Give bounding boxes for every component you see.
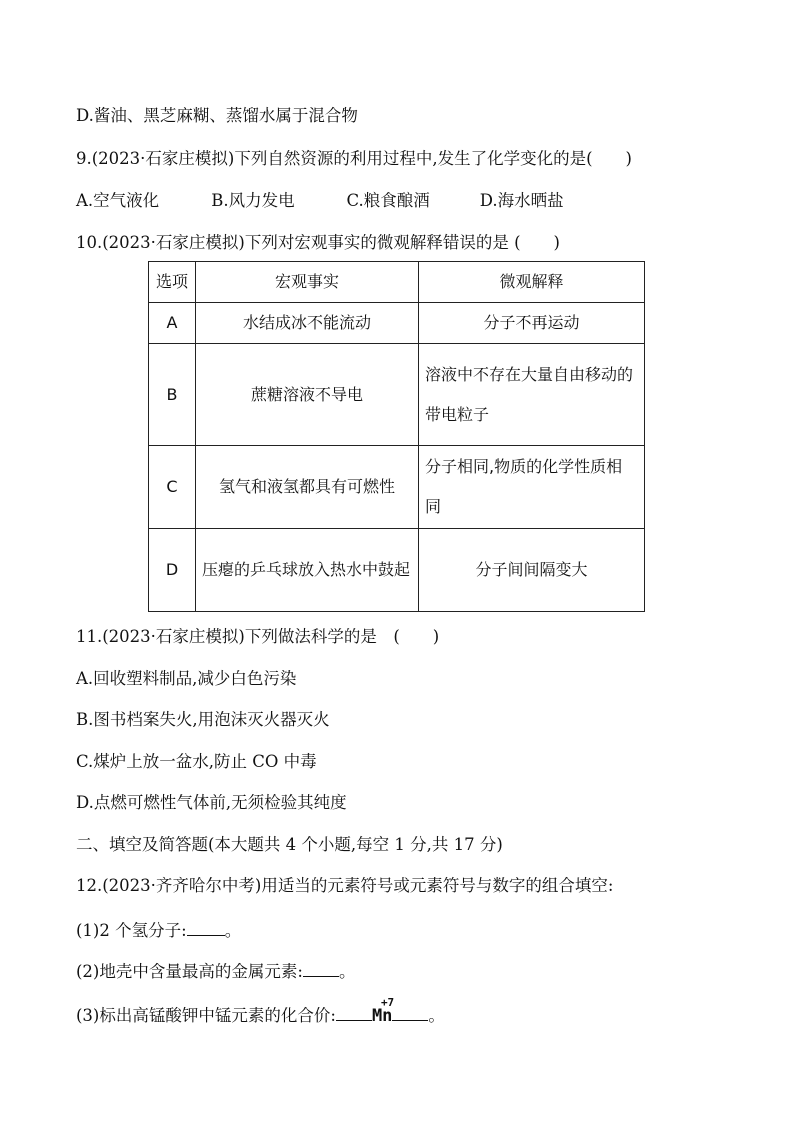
table-row — [149, 446, 645, 529]
row-label: D — [149, 529, 196, 612]
section-heading: 二、填空及简答题(本大题共 4 个小题,每空 1 分,共 17 分) — [76, 835, 503, 854]
answer-blank[interactable] — [392, 1002, 428, 1021]
q9-options — [76, 189, 564, 213]
q12-part2 — [76, 958, 355, 984]
row-fact: 水结成冰不能流动 — [196, 303, 419, 344]
q11-option-a: A.回收塑料制品,减少白色污染 — [76, 669, 297, 688]
q9-option-a: A.空气液化 — [76, 191, 160, 210]
end-mark: 。 — [338, 962, 356, 981]
answer-blank[interactable] — [303, 958, 339, 977]
header-option: 选项 — [149, 262, 196, 303]
row-fact: 压瘪的乒乓球放入热水中鼓起 — [196, 529, 419, 612]
q12-part2-text: (2)地壳中含量最高的金属元素: — [76, 962, 303, 981]
q9-option-b: B.风力发电 — [211, 191, 295, 210]
q10-stem: 10.(2023·石家庄模拟)下列对宏观事实的微观解释错误的是 ( ) — [76, 233, 560, 252]
q12-part3 — [76, 996, 445, 1028]
q11-option-d: D.点燃可燃性气体前,无须检验其纯度 — [76, 793, 347, 812]
q9-option-d: D.海水晒盐 — [479, 191, 564, 210]
row-explanation: 分子相同,物质的化学性质相同 — [419, 446, 645, 529]
q8-option-d: D.酱油、黑芝麻糊、蒸馏水属于混合物 — [76, 106, 358, 125]
row-fact: 氢气和液氢都具有可燃性 — [196, 446, 419, 529]
table-row — [149, 303, 645, 344]
answer-blank[interactable] — [187, 917, 225, 936]
q10-table — [148, 261, 645, 612]
end-mark: 。 — [224, 921, 242, 940]
q9-option-c: C.粮食酿酒 — [346, 191, 430, 210]
q12-part1-text: (1)2 个氢分子: — [76, 921, 187, 940]
q11-option-c: C.煤炉上放一盆水,防止 CO 中毒 — [76, 752, 317, 771]
q12-part3-text: (3)标出高锰酸钾中锰元素的化合价: — [76, 1006, 336, 1025]
table-header-row — [149, 262, 645, 303]
header-macro-fact: 宏观事实 — [196, 262, 419, 303]
row-explanation: 分子间间隔变大 — [419, 529, 645, 612]
row-explanation: 分子不再运动 — [419, 303, 645, 344]
row-label: B — [149, 344, 196, 446]
end-mark: 。 — [428, 1006, 445, 1025]
table-row — [149, 344, 645, 446]
q12-part1 — [76, 917, 241, 943]
valence-label: +7 — [380, 996, 395, 1009]
answer-blank[interactable] — [336, 1002, 372, 1021]
row-label: A — [149, 303, 196, 344]
q9-stem: 9.(2023·石家庄模拟)下列自然资源的利用过程中,发生了化学变化的是( ) — [76, 149, 632, 168]
table-row — [149, 529, 645, 612]
row-fact: 蔗糖溶液不导电 — [196, 344, 419, 446]
q11-option-b: B.图书档案失火,用泡沫灭火器灭火 — [76, 710, 330, 729]
q12-stem: 12.(2023·齐齐哈尔中考)用适当的元素符号或元素符号与数字的组合填空: — [76, 876, 614, 895]
element-symbol: Mn — [371, 1006, 393, 1026]
row-explanation: 溶液中不存在大量自由移动的带电粒子 — [419, 344, 645, 446]
header-micro-explanation: 微观解释 — [419, 262, 645, 303]
q11-stem: 11.(2023·石家庄模拟)下列做法科学的是 ( ) — [76, 627, 440, 646]
row-label: C — [149, 446, 196, 529]
manganese-symbol — [371, 996, 395, 1026]
